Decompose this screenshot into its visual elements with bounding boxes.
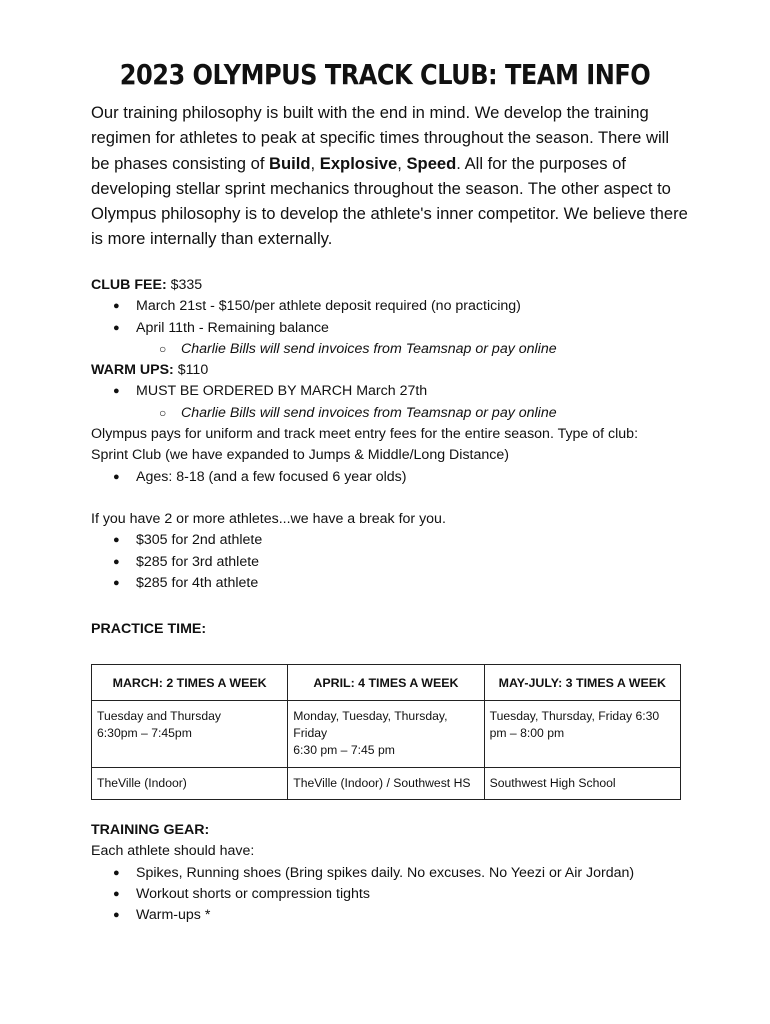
warm-ups-label: WARM UPS: [91,362,174,379]
phase-build: Build [269,153,311,173]
list-item: ● April 11th - Remaining balance [91,318,691,339]
table-header-row [92,665,681,701]
uniform-text: Olympus pays for uniform and track meet entry fees for the entire season. Type of club: [91,426,639,443]
list-item: ● $285 for 3rd athlete [91,552,691,573]
phase-separator: , [397,153,407,173]
table-row [92,768,681,800]
table-cell: Tuesday, Thursday, Friday 6:30 pm – 8:00 pm [484,701,680,768]
practice-heading: PRACTICE TIME: [91,621,207,638]
table-cell: TheVille (Indoor) [92,768,288,800]
table-row [92,701,681,768]
philosophy-text-a: Our training philosophy is built with the end in mind. We develop the training regimen for athletes to peak at specific times throughout the season. There will be phases consisting of [91,103,670,173]
table-cell: TheVille (Indoor) / Southwest HS [288,768,484,800]
club-fee-line [91,275,691,296]
list-item: ● Warm-ups * [91,905,711,926]
gear-heading: TRAINING GEAR: [91,822,210,838]
gear-intro: Each athlete should have: [91,843,255,860]
practice-schedule-table [91,664,681,800]
club-fee-value: $335 [166,277,203,293]
table-cell: Tuesday and Thursday 6:30pm – 7:45pm [92,701,288,768]
invoice-note: ○ Charlie Bills will send invoices from Teamsnap or pay online [91,403,691,424]
warm-ups-line [91,360,691,381]
list-item: ● Workout shorts or compression tights [91,884,711,905]
list-item: ● MUST BE ORDERED BY MARCH March 27th [91,381,691,402]
phase-explosive: Explosive [319,153,398,173]
invoice-note: ○ Charlie Bills will send invoices from Teamsnap or pay online [91,339,691,360]
list-item: ● Ages: 8-18 (and a few focused 6 year olds) [91,467,691,488]
list-item: ● March 21st - $150/per athlete deposit required (no practicing) [91,296,691,317]
column-header: APRIL: 4 TIMES A WEEK [288,665,484,701]
phase-speed: Speed [406,153,457,173]
sibling-intro: If you have 2 or more athletes...we have a break for you. [91,510,446,527]
list-item: ● $285 for 4th athlete [91,573,691,594]
fees-section [91,275,691,640]
club-type-text: Sprint Club (we have expanded to Jumps & Middle/Long Distance) [91,447,509,464]
phase-separator: , [310,153,320,173]
page-title: 2023 OLYMPUS TRACK CLUB: TEAM INFO [119,58,651,91]
training-gear-section [91,820,711,926]
club-fee-label: CLUB FEE: [91,277,167,293]
column-header: MAY-JULY: 3 TIMES A WEEK [484,665,680,701]
warm-ups-value: $110 [173,362,209,379]
philosophy-paragraph [91,100,691,252]
column-header: MARCH: 2 TIMES A WEEK [92,665,288,701]
table-cell: Southwest High School [484,768,680,800]
list-item: ● Spikes, Running shoes (Bring spikes daily. No excuses. No Yeezi or Air Jordan) [91,863,711,884]
table-cell: Monday, Tuesday, Thursday, Friday 6:30 pm – 7:45 pm [288,701,484,768]
philosophy-text-b: . All for the purposes of developing stellar sprint mechanics throughout the season. The other aspect to Olympus philosophy is to develop the athlete's inner competitor. We believe there is more internally than externally. [91,153,688,249]
list-item: ● $305 for 2nd athlete [91,530,691,551]
